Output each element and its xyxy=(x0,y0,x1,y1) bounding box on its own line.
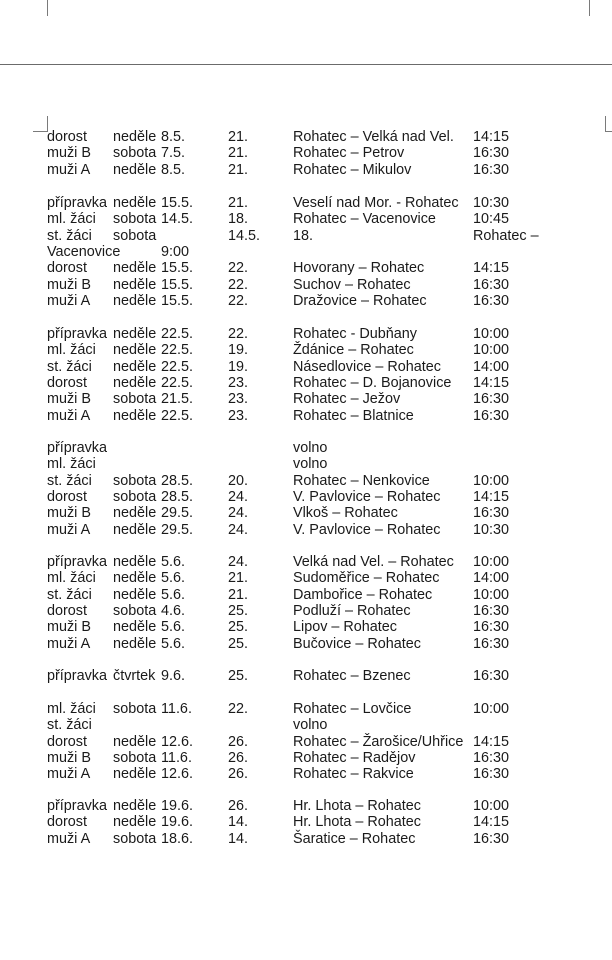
day-cell: neděle xyxy=(113,260,157,277)
team-cell: přípravka xyxy=(47,326,107,342)
round-cell: 24. xyxy=(228,554,249,570)
schedule-row xyxy=(0,359,612,376)
time-cell: 10:00 xyxy=(473,472,510,489)
day-cell: neděle xyxy=(113,635,157,652)
schedule-row xyxy=(0,277,612,294)
team-cell: st. žáci xyxy=(47,586,92,603)
date-cell: 22.5. xyxy=(161,358,194,375)
team-cell: ml. žáci xyxy=(47,456,96,473)
match-cell: Násedlovice – Rohatec xyxy=(293,358,441,375)
time-cell: 14:00 xyxy=(473,358,510,375)
match-cell: Hr. Lhota – Rohatec xyxy=(293,814,421,831)
round-cell: 21. xyxy=(228,570,249,587)
time-cell: 16:30 xyxy=(473,391,510,408)
round-cell: 20. xyxy=(228,472,249,489)
schedule-row xyxy=(0,440,612,457)
time-cell: 16:30 xyxy=(473,749,510,766)
wrapped-cell: 18. xyxy=(293,227,314,244)
day-cell: sobota xyxy=(113,830,157,847)
match-cell: Rohatec – Radějov xyxy=(293,749,416,766)
round-cell: 24. xyxy=(228,488,249,505)
day-cell: sobota xyxy=(113,227,157,244)
team-cell: přípravka xyxy=(47,440,107,456)
day-cell: čtvrtek xyxy=(113,668,156,684)
date-cell: 5.6. xyxy=(161,554,186,570)
team-cell: muži A xyxy=(47,766,91,783)
match-cell: V. Pavlovice – Rohatec xyxy=(293,488,441,505)
day-cell: neděle xyxy=(113,358,157,375)
day-cell: neděle xyxy=(113,619,157,636)
time-cell: 10:00 xyxy=(473,586,510,603)
round-cell: 21. xyxy=(228,145,249,162)
match-cell: Rohatec – Rakvice xyxy=(293,766,414,783)
schedule-row xyxy=(0,228,612,245)
team-cell: dorost xyxy=(47,129,87,145)
schedule-row-continuation xyxy=(0,244,612,261)
match-cell: Rohatec – Velká nad Vel. xyxy=(293,129,454,145)
round-cell: 26. xyxy=(228,798,249,814)
match-cell: Lipov – Rohatec xyxy=(293,619,398,636)
match-cell: Rohatec - Dubňany xyxy=(293,326,417,342)
round-cell: 23. xyxy=(228,391,249,408)
team-cell: ml. žáci xyxy=(47,570,96,587)
date-cell: 14.5. xyxy=(161,211,194,228)
date-cell: 19.6. xyxy=(161,814,194,831)
schedule-row xyxy=(0,293,612,310)
time-cell: 10:00 xyxy=(473,326,510,342)
schedule-row xyxy=(0,668,612,685)
team-cell: přípravka xyxy=(47,554,107,570)
match-cell: Podluží – Rohatec xyxy=(293,602,411,619)
team-cell: muži A xyxy=(47,292,91,309)
day-cell: neděle xyxy=(113,292,157,309)
match-cell: Velká nad Vel. – Rohatec xyxy=(293,554,454,570)
time-cell: 14:15 xyxy=(473,733,510,750)
match-cell: volno xyxy=(293,440,328,456)
team-cell: ml. žáci xyxy=(47,211,96,228)
match-cell: Vlkoš – Rohatec xyxy=(293,505,398,522)
match-cell: Dražovice – Rohatec xyxy=(293,292,427,309)
round-cell: 24. xyxy=(228,505,249,522)
schedule-row xyxy=(0,587,612,604)
date-cell: 28.5. xyxy=(161,472,194,489)
round-cell: 14. xyxy=(228,814,249,831)
team-cell: dorost xyxy=(47,602,87,619)
time-cell: 16:30 xyxy=(473,292,510,309)
schedule-row xyxy=(0,326,612,343)
schedule-row xyxy=(0,554,612,571)
time-cell: 14:00 xyxy=(473,570,510,587)
team-cell: muži B xyxy=(47,749,91,766)
date-cell: 12.6. xyxy=(161,733,194,750)
team-cell: muži B xyxy=(47,505,91,522)
date-cell: 21.5. xyxy=(161,391,194,408)
match-cell: Veselí nad Mor. - Rohatec xyxy=(293,195,459,211)
round-cell: 23. xyxy=(228,374,249,391)
date-cell: 15.5. xyxy=(161,195,194,211)
date-cell: 29.5. xyxy=(161,505,194,522)
team-cell: muži B xyxy=(47,276,91,293)
round-cell: 22. xyxy=(228,701,249,717)
date-cell: 22.5. xyxy=(161,326,194,342)
team-cell: muži B xyxy=(47,145,91,162)
round-cell: 25. xyxy=(228,635,249,652)
match-cell: Rohatec – Vacenovice xyxy=(293,211,436,228)
schedule-row xyxy=(0,408,612,425)
date-cell: 5.6. xyxy=(161,586,186,603)
round-cell: 19. xyxy=(228,342,249,359)
match-cell: Rohatec – Ježov xyxy=(293,391,401,408)
date-cell: 5.6. xyxy=(161,635,186,652)
match-cell: Suchov – Rohatec xyxy=(293,276,411,293)
day-cell: neděle xyxy=(113,570,157,587)
date-cell: 19.6. xyxy=(161,798,194,814)
schedule-row xyxy=(0,734,612,751)
team-cell: dorost xyxy=(47,733,87,750)
team-cell: dorost xyxy=(47,374,87,391)
day-cell: neděle xyxy=(113,195,157,211)
time-cell: 14:15 xyxy=(473,260,510,277)
day-cell: neděle xyxy=(113,161,157,178)
time-cell: 10:00 xyxy=(473,554,510,570)
round-cell: 26. xyxy=(228,749,249,766)
wrapped-cell: 9:00 xyxy=(161,243,190,260)
date-cell: 12.6. xyxy=(161,766,194,783)
date-cell: 11.6. xyxy=(161,701,192,717)
day-cell: sobota xyxy=(113,472,157,489)
date-cell: 9.6. xyxy=(161,668,186,684)
schedule-row xyxy=(0,570,612,587)
day-cell: neděle xyxy=(113,798,157,814)
day-cell: sobota xyxy=(113,145,157,162)
team-cell: muži B xyxy=(47,619,91,636)
team-cell: st. žáci xyxy=(47,717,92,734)
time-cell: 16:30 xyxy=(473,407,510,424)
round-cell: 21. xyxy=(228,586,249,603)
match-cell: Hr. Lhota – Rohatec xyxy=(293,798,421,814)
schedule-row xyxy=(0,717,612,734)
team-cell: muži A xyxy=(47,830,91,847)
day-cell: sobota xyxy=(113,488,157,505)
date-cell: 29.5. xyxy=(161,521,194,538)
wrapped-cell: Vacenovice xyxy=(47,243,121,260)
day-cell: neděle xyxy=(113,733,157,750)
wrapped-cell: 14.5. xyxy=(228,227,261,244)
round-cell: 18. xyxy=(228,211,249,228)
day-cell: sobota xyxy=(113,749,157,766)
round-cell: 21. xyxy=(228,129,249,145)
time-cell: 14:15 xyxy=(473,814,510,831)
day-cell: sobota xyxy=(113,701,157,717)
match-cell: V. Pavlovice – Rohatec xyxy=(293,521,441,538)
schedule-row xyxy=(0,211,612,228)
match-cell: Rohatec – Lovčice xyxy=(293,701,412,717)
time-cell: 10:00 xyxy=(473,342,510,359)
time-cell: 16:30 xyxy=(473,619,510,636)
time-cell: 16:30 xyxy=(473,635,510,652)
schedule-row xyxy=(0,489,612,506)
team-cell: dorost xyxy=(47,814,87,831)
time-cell: 16:30 xyxy=(473,766,510,783)
round-cell: 22. xyxy=(228,292,249,309)
match-cell: volno xyxy=(293,456,328,473)
team-cell: muži A xyxy=(47,635,91,652)
schedule-row xyxy=(0,619,612,636)
schedule-row xyxy=(0,145,612,162)
date-cell: 18.6. xyxy=(161,830,194,847)
time-cell: 16:30 xyxy=(473,668,510,684)
round-cell: 25. xyxy=(228,668,249,684)
day-cell: neděle xyxy=(113,554,157,570)
team-cell: muži A xyxy=(47,407,91,424)
date-cell: 22.5. xyxy=(161,342,194,359)
round-cell: 19. xyxy=(228,358,249,375)
day-cell: neděle xyxy=(113,129,157,145)
time-cell: 16:30 xyxy=(473,602,510,619)
schedule-row xyxy=(0,766,612,783)
date-cell: 5.6. xyxy=(161,570,186,587)
team-cell: muži B xyxy=(47,391,91,408)
round-cell: 22. xyxy=(228,326,249,342)
time-cell: 16:30 xyxy=(473,145,510,162)
match-cell: Rohatec – Mikulov xyxy=(293,161,412,178)
team-cell: ml. žáci xyxy=(47,342,96,359)
schedule-row xyxy=(0,473,612,490)
schedule-row xyxy=(0,701,612,718)
match-cell: Bučovice – Rohatec xyxy=(293,635,421,652)
schedule-row xyxy=(0,522,612,539)
time-cell: 16:30 xyxy=(473,276,510,293)
time-cell: 10:45 xyxy=(473,211,510,228)
team-cell: přípravka xyxy=(47,668,107,684)
match-cell: volno xyxy=(293,717,328,734)
round-cell: 14. xyxy=(228,830,249,847)
team-cell: st. žáci xyxy=(47,358,92,375)
round-cell: 22. xyxy=(228,276,249,293)
time-cell: 10:30 xyxy=(473,195,510,211)
schedule-row xyxy=(0,831,612,848)
date-cell: 8.5. xyxy=(161,129,186,145)
day-cell: neděle xyxy=(113,586,157,603)
date-cell: 15.5. xyxy=(161,260,194,277)
time-cell: 14:15 xyxy=(473,374,510,391)
schedule-row xyxy=(0,195,612,212)
day-cell: sobota xyxy=(113,211,157,228)
date-cell: 8.5. xyxy=(161,161,186,178)
schedule-row xyxy=(0,342,612,359)
date-cell: 11.6. xyxy=(161,749,192,766)
schedule-row xyxy=(0,375,612,392)
schedule-row xyxy=(0,603,612,620)
team-cell: dorost xyxy=(47,488,87,505)
team-cell: muži A xyxy=(47,521,91,538)
team-cell: přípravka xyxy=(47,798,107,814)
date-cell: 15.5. xyxy=(161,292,194,309)
match-cell: Rohatec – Bzenec xyxy=(293,668,411,684)
time-cell: 10:30 xyxy=(473,521,510,538)
schedule-row xyxy=(0,456,612,473)
match-cell: Rohatec – Blatnice xyxy=(293,407,414,424)
date-cell: 7.5. xyxy=(161,145,186,162)
time-cell: 16:30 xyxy=(473,505,510,522)
round-cell: 26. xyxy=(228,766,249,783)
team-cell: dorost xyxy=(47,260,87,277)
round-cell: 22. xyxy=(228,260,249,277)
match-cell: Ždánice – Rohatec xyxy=(293,342,414,359)
schedule-row xyxy=(0,798,612,815)
team-cell: přípravka xyxy=(47,195,107,211)
time-cell: 14:15 xyxy=(473,488,510,505)
day-cell: neděle xyxy=(113,374,157,391)
schedule-row xyxy=(0,814,612,831)
schedule-row xyxy=(0,162,612,179)
team-cell: st. žáci xyxy=(47,472,92,489)
date-cell: 22.5. xyxy=(161,374,194,391)
wrapped-cell: Rohatec – xyxy=(473,227,539,244)
match-cell: Rohatec – Žarošice/Uhřice xyxy=(293,733,464,750)
schedule-row xyxy=(0,636,612,653)
team-cell: st. žáci xyxy=(47,227,92,244)
schedule-row xyxy=(0,129,612,146)
day-cell: neděle xyxy=(113,407,157,424)
match-cell: Rohatec – Petrov xyxy=(293,145,405,162)
date-cell: 28.5. xyxy=(161,488,194,505)
team-cell: ml. žáci xyxy=(47,701,96,717)
schedule-row xyxy=(0,750,612,767)
time-cell: 10:00 xyxy=(473,798,510,814)
match-cell: Rohatec – Nenkovice xyxy=(293,472,430,489)
day-cell: neděle xyxy=(113,505,157,522)
team-cell: muži A xyxy=(47,161,91,178)
match-cell: Šaratice – Rohatec xyxy=(293,830,416,847)
round-cell: 21. xyxy=(228,161,249,178)
date-cell: 22.5. xyxy=(161,407,194,424)
day-cell: neděle xyxy=(113,276,157,293)
round-cell: 25. xyxy=(228,619,249,636)
match-cell: Dambořice – Rohatec xyxy=(293,586,433,603)
match-cell: Rohatec – D. Bojanovice xyxy=(293,374,452,391)
round-cell: 25. xyxy=(228,602,249,619)
round-cell: 23. xyxy=(228,407,249,424)
round-cell: 21. xyxy=(228,195,249,211)
match-cell: Hovorany – Rohatec xyxy=(293,260,425,277)
schedule-row xyxy=(0,260,612,277)
date-cell: 5.6. xyxy=(161,619,186,636)
schedule-row xyxy=(0,391,612,408)
schedule-row xyxy=(0,505,612,522)
match-cell: Sudoměřice – Rohatec xyxy=(293,570,440,587)
time-cell: 16:30 xyxy=(473,830,510,847)
time-cell: 14:15 xyxy=(473,129,510,145)
day-cell: neděle xyxy=(113,342,157,359)
day-cell: neděle xyxy=(113,326,157,342)
round-cell: 26. xyxy=(228,733,249,750)
date-cell: 15.5. xyxy=(161,276,194,293)
time-cell: 10:00 xyxy=(473,701,510,717)
day-cell: neděle xyxy=(113,814,157,831)
day-cell: sobota xyxy=(113,602,157,619)
day-cell: neděle xyxy=(113,766,157,783)
date-cell: 4.6. xyxy=(161,602,186,619)
time-cell: 16:30 xyxy=(473,161,510,178)
round-cell: 24. xyxy=(228,521,249,538)
day-cell: neděle xyxy=(113,521,157,538)
day-cell: sobota xyxy=(113,391,157,408)
